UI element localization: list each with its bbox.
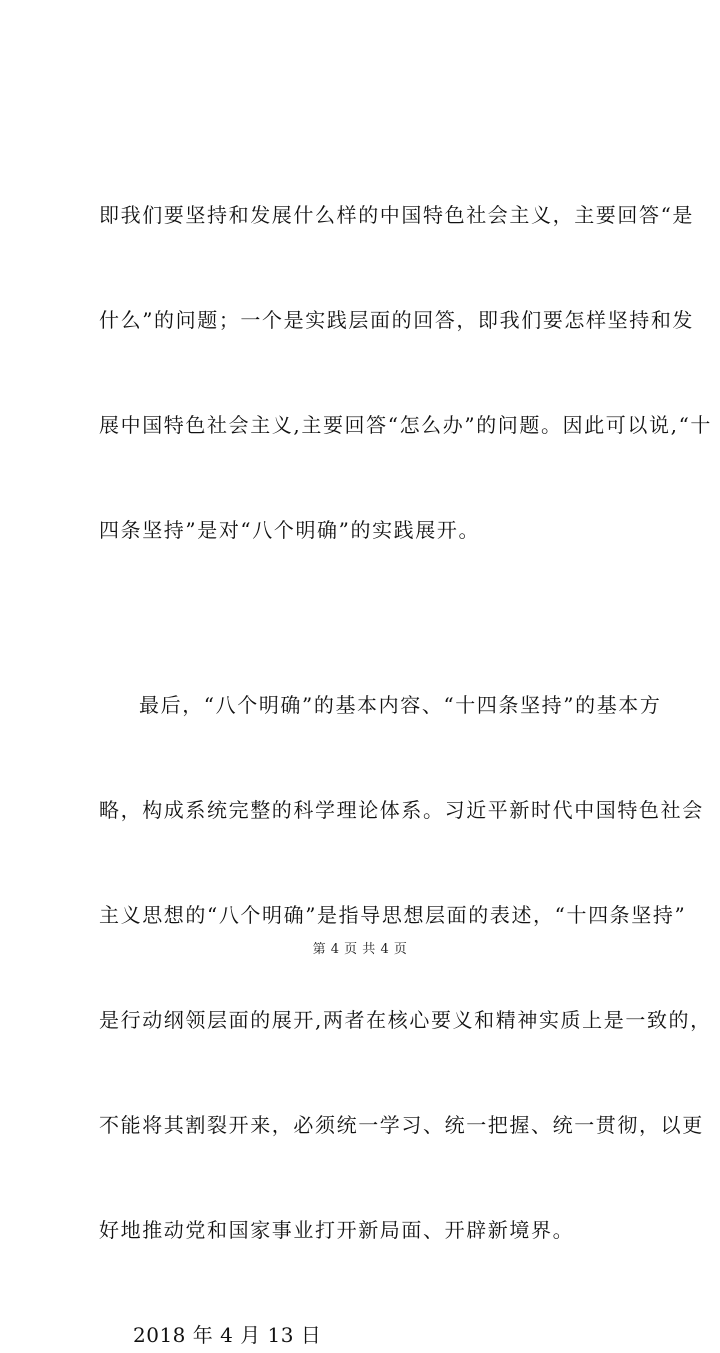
- text-line: 略，构成系统完整的科学理论体系。习近平新时代中国特色社会: [99, 798, 704, 822]
- text-line: 即我们要坚持和发展什么样的中国特色社会主义，主要回答“是: [99, 203, 695, 227]
- paragraph-2: [99, 618, 712, 1318]
- text-line: 好地推动党和国家事业打开新局面、开辟新境界。: [99, 1218, 575, 1242]
- document-date: 2018 年 4 月 13 日: [133, 1323, 322, 1347]
- text-line: 不能将其割裂开来，必须统一学习、统一把握、统一贯彻，以更: [99, 1113, 704, 1137]
- text-line: 四条坚持”是对“八个明确”的实践展开。: [99, 518, 481, 542]
- text-line: 展中国特色社会主义,主要回答“怎么办”的问题。因此可以说,“十: [99, 413, 712, 437]
- text-line: 主义思想的“八个明确”是指导思想层面的表述，“十四条坚持”: [99, 903, 687, 927]
- document-body: [99, 128, 712, 1353]
- page-number-footer: 第 4 页 共 4 页: [312, 942, 408, 957]
- text-line: 是行动纲领层面的展开,两者在核心要义和精神实质上是一致的，: [99, 1008, 712, 1032]
- text-line: 最后，“八个明确”的基本内容、“十四条坚持”的基本方: [139, 693, 662, 717]
- text-line: 什么”的问题；一个是实践层面的回答，即我们要怎样坚持和发: [99, 308, 695, 332]
- paragraph-1: [99, 128, 712, 618]
